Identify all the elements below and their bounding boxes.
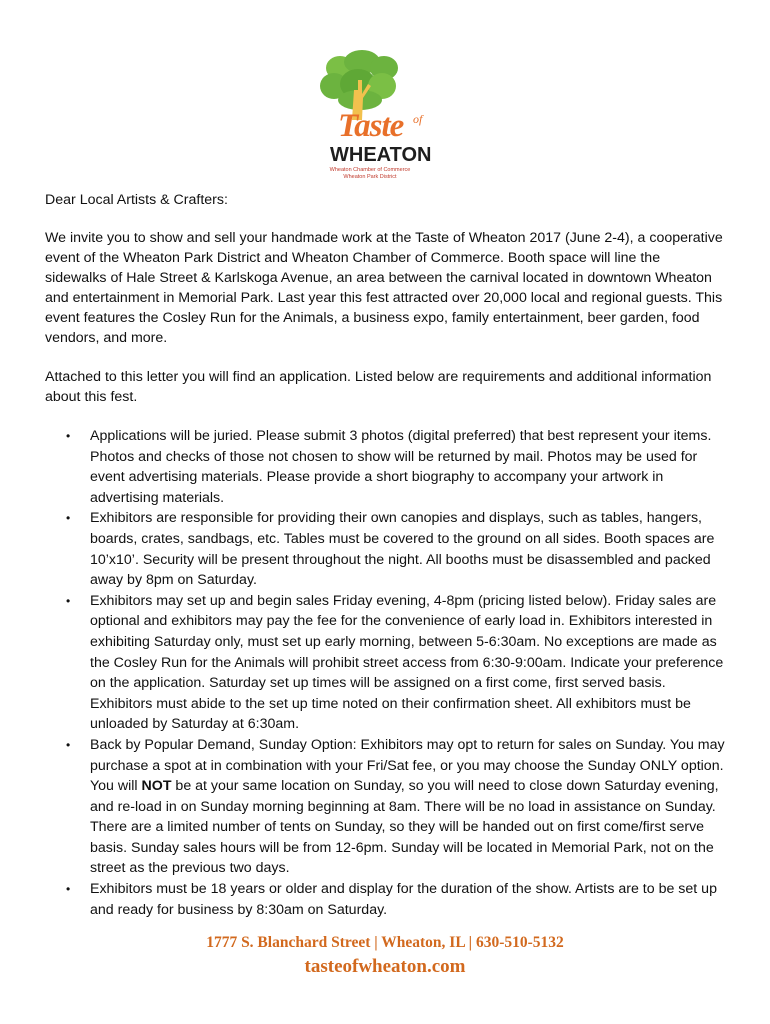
bullet-icon: • [66, 737, 71, 752]
list-item [45, 508, 725, 590]
footer-website: tasteofwheaton.com [304, 956, 466, 977]
requirement-text-sunday [90, 737, 725, 877]
bullet-icon: • [66, 429, 71, 443]
logo-subtitle-park-district: Wheaton Park District [343, 174, 397, 180]
requirement-text: Exhibitors must be 18 years or older and display for the duration of the show. Artists are to be set up and ready for business by 8:30am on Saturday. [90, 881, 717, 918]
taste-of-wheaton-logo [300, 50, 440, 180]
logo-word-taste: Taste [338, 108, 404, 144]
list-item [45, 735, 725, 879]
intro-paragraph: We invite you to show and sell your handmade work at the Taste of Wheaton 2017 (June 2-4), a cooperative event of the Wheaton Park District and Wheaton Chamber of Commerce. Booth space will line the sidewalks of Hale Street & Karlskoga Avenue, an area between the carnival located in downtown Wheaton and entertainment in Memorial Park. Last year this fest attracted over 20,000 local and regional guests. This event features the Cosley Run for the Animals, a business expo, family entertainment, beer garden, food vendors, and more. [45, 230, 723, 346]
bullet-icon: • [66, 511, 71, 526]
list-item [45, 591, 725, 735]
logo-subtitle-chamber: Wheaton Chamber of Commerce [329, 167, 411, 173]
list-item [45, 879, 725, 920]
requirement-text: Exhibitors are responsible for providing their own canopies and displays, such as tables, hangers, boards, crates, sandbags, etc. Tables must be covered to the ground on all sides. Booth spaces are 10’x10’. Security will be present throughout the night. All booths must be disassembled and packed away by 8pm on Saturday. [90, 510, 715, 589]
requirement-text: Exhibitors may set up and begin sales Friday evening, 4-8pm (pricing listed below). Friday sales are optional and exhibitors may pay the fee for the convenience of early load in. Exhibitors interested in exhibiting Saturday only, must set up early morning, between 5-6:30am. No exceptions are made as the Cosley Run for the Animals will prohibit street access from 6:30-9:00am. Indicate your preference on the application. Saturday set up times will be assigned on a first come, first served basis. Exhibitors must abide to the set up time noted on their confirmation sheet. All exhibitors must be unloaded by Saturday at 6:30am. [90, 592, 724, 733]
greeting: Dear Local Artists & Crafters: [45, 192, 228, 208]
emphasis-not: NOT [141, 778, 172, 795]
attached-paragraph: Attached to this letter you will find an application. Listed below are requirements and additional information about this fest. [45, 369, 712, 405]
requirements-list [45, 426, 725, 920]
sunday-text-after: be at your same location on Sunday, so you will need to close down Saturday evening, and re-load in on Sunday morning beginning at 8am. There will be no load in assistance on Sunday. There are a limited number of tents on Sunday, so they will be handed out on first come/first serve basis. Sunday sales hours will be from 12-6pm. Sunday will be located in Memorial Park, not on the street as the previous two days. [90, 778, 719, 877]
bullet-icon: • [66, 593, 71, 608]
letter-body [45, 190, 725, 920]
logo-word-wheaton: WHEATON [330, 144, 432, 166]
sunday-text-before: Back by Popular Demand, Sunday Option: Exhibitors may opt to return for sales on Sunday. You may purchase a spot at in combination with your Fri/Sat fee, or you may choose the Sunday ONLY option. You will [90, 736, 725, 795]
list-item [45, 426, 725, 508]
bullet-icon: • [66, 882, 71, 897]
footer-address: 1777 S. Blanchard Street | Wheaton, IL | 630-510-5132 [206, 934, 564, 951]
logo-word-of: of [413, 112, 423, 126]
requirement-text: Applications will be juried. Please submit 3 photos (digital preferred) that best represent your items. Photos and checks of those not chosen to show will be returned by mail. Photos may be used for event advertising materials. Please provide a short biography to accompany your artwork in advertising materials. [90, 428, 712, 506]
